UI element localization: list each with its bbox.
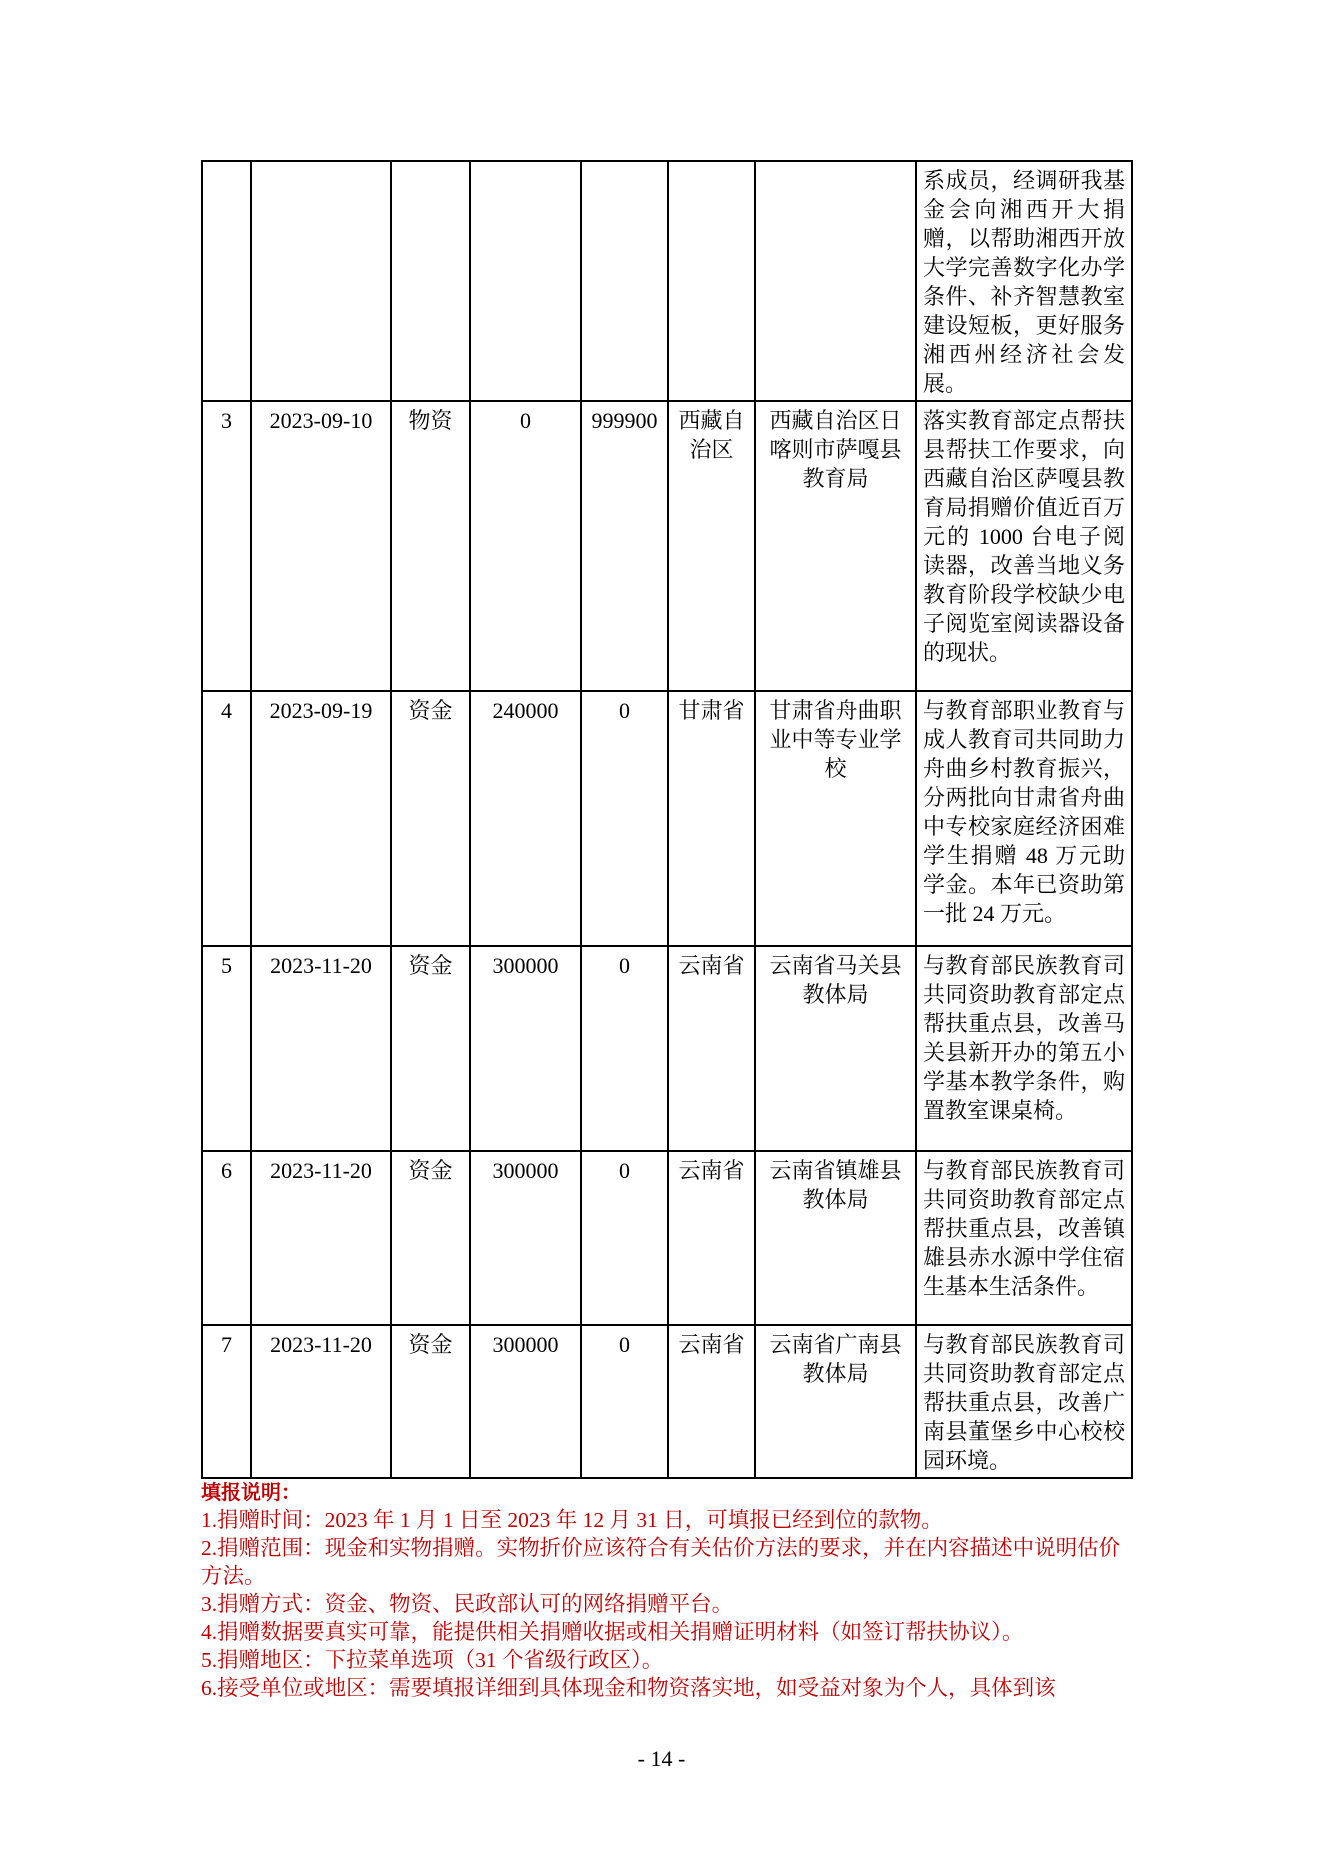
cell-recipient: 西藏自治区日喀则市萨嘎县教育局 — [755, 401, 916, 691]
cell-no: 6 — [202, 1151, 251, 1325]
cell-description: 与教育部职业教育与成人教育司共同助力舟曲乡村教育振兴，分两批向甘肃省舟曲中专校家庭经济困难学生捐赠 48 万元助学金。本年已资助第一批 24 万元。 — [916, 691, 1132, 946]
note-item: 3.捐赠方式：资金、物资、民政部认可的网络捐赠平台。 — [201, 1592, 734, 1616]
cell-date: 2023-11-20 — [251, 1151, 391, 1325]
page-number: - 14 - — [637, 1746, 686, 1771]
cell-recipient: 甘肃省舟曲职业中等专业学校 — [755, 691, 916, 946]
cell-recipient — [755, 161, 916, 401]
note-item: 1.捐赠时间：2023 年 1 月 1 日至 2023 年 12 月 31 日，可填报已经到位的款物。 — [201, 1508, 943, 1532]
note-item: 4.捐赠数据要真实可靠，能提供相关捐赠收据或相关捐赠证明材料（如签订帮扶协议）。 — [201, 1620, 1024, 1644]
cell-recipient: 云南省马关县教体局 — [755, 946, 916, 1151]
cell-date — [251, 161, 391, 401]
cell-no: 5 — [202, 946, 251, 1151]
cell-cash — [470, 161, 581, 401]
cell-description: 与教育部民族教育司共同资助教育部定点帮扶重点县，改善马关县新开办的第五小学基本教学条件，购置教室课桌椅。 — [916, 946, 1132, 1151]
cell-type: 资金 — [391, 1325, 470, 1478]
cell-recipient: 云南省镇雄县教体局 — [755, 1151, 916, 1325]
cell-date: 2023-09-19 — [251, 691, 391, 946]
cell-goods — [581, 161, 668, 401]
cell-cash: 300000 — [470, 1151, 581, 1325]
donation-table — [201, 160, 1133, 1479]
table-row — [202, 946, 1132, 1151]
cell-description: 系成员，经调研我基金会向湘西开大捐赠，以帮助湘西开放大学完善数字化办学条件、补齐智慧教室建设短板，更好服务湘西州经济社会发展。 — [916, 161, 1132, 401]
cell-date: 2023-09-10 — [251, 401, 391, 691]
cell-province — [668, 161, 755, 401]
cell-cash: 0 — [470, 401, 581, 691]
cell-description: 与教育部民族教育司共同资助教育部定点帮扶重点县，改善广南县董堡乡中心校校园环境。 — [916, 1325, 1132, 1478]
table-row-continuation — [202, 161, 1132, 401]
table-row — [202, 401, 1132, 691]
cell-type: 资金 — [391, 1151, 470, 1325]
cell-recipient: 云南省广南县教体局 — [755, 1325, 916, 1478]
cell-goods: 0 — [581, 1151, 668, 1325]
cell-province: 西藏自治区 — [668, 401, 755, 691]
cell-no: 7 — [202, 1325, 251, 1478]
note-item: 6.接受单位或地区：需要填报详细到具体现金和物资落实地，如受益对象为个人，具体到该 — [201, 1676, 1056, 1700]
cell-date: 2023-11-20 — [251, 946, 391, 1151]
table-row — [202, 691, 1132, 946]
filling-instructions — [201, 1478, 1131, 1702]
cell-description: 落实教育部定点帮扶县帮扶工作要求，向西藏自治区萨嘎县教育局捐赠价值近百万元的 1000 台电子阅读器，改善当地义务教育阶段学校缺少电子阅览室阅读器设备的现状。 — [916, 401, 1132, 691]
cell-goods: 999900 — [581, 401, 668, 691]
cell-province: 云南省 — [668, 946, 755, 1151]
cell-type: 资金 — [391, 946, 470, 1151]
cell-no: 4 — [202, 691, 251, 946]
cell-cash: 240000 — [470, 691, 581, 946]
cell-no: 3 — [202, 401, 251, 691]
cell-cash: 300000 — [470, 946, 581, 1151]
cell-province: 云南省 — [668, 1151, 755, 1325]
cell-description: 与教育部民族教育司共同资助教育部定点帮扶重点县，改善镇雄县赤水源中学住宿生基本生活条件。 — [916, 1151, 1132, 1325]
cell-date: 2023-11-20 — [251, 1325, 391, 1478]
note-item: 2.捐赠范围：现金和实物捐赠。实物折价应该符合有关估价方法的要求，并在内容描述中说明估价方法。 — [201, 1536, 1121, 1588]
note-item: 5.捐赠地区：下拉菜单选项（31 个省级行政区）。 — [201, 1648, 664, 1672]
cell-province: 云南省 — [668, 1325, 755, 1478]
cell-goods: 0 — [581, 946, 668, 1151]
cell-goods: 0 — [581, 691, 668, 946]
table-row — [202, 1151, 1132, 1325]
table-row — [202, 1325, 1132, 1478]
cell-goods: 0 — [581, 1325, 668, 1478]
cell-cash: 300000 — [470, 1325, 581, 1478]
cell-no — [202, 161, 251, 401]
cell-type — [391, 161, 470, 401]
cell-province: 甘肃省 — [668, 691, 755, 946]
notes-title: 填报说明： — [201, 1480, 301, 1504]
cell-type: 资金 — [391, 691, 470, 946]
cell-type: 物资 — [391, 401, 470, 691]
